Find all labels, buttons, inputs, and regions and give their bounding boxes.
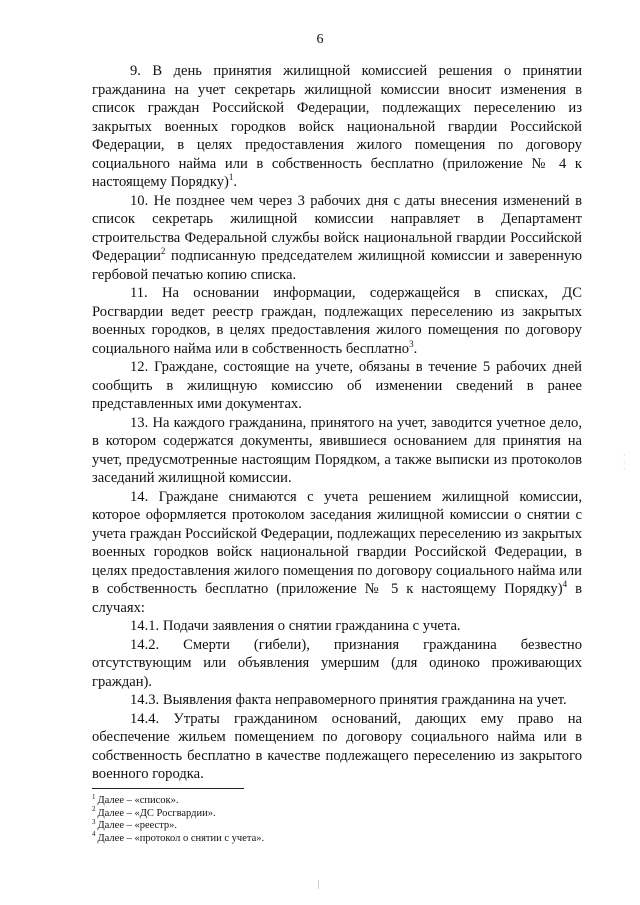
footnote-2: $^2$ Далее – «ДС Росгвардии». bbox=[92, 805, 216, 819]
scan-artifact-mark bbox=[318, 880, 319, 889]
scan-artifact-dots: · · · bbox=[623, 451, 626, 474]
paragraph-14-4: 14.4. Утраты гражданином оснований, дающих ему право на обеспечение жильем помещением по договору социального найма или в собственность бесплатно в качестве подлежащего переселению из закрытого военного городка. bbox=[92, 710, 582, 782]
paragraph-11: 11. На основании информации, содержащейся в списках, ДС Росгвардии ведет реестр граждан, подлежащих переселению из закрытых военных городков, в целях предоставления жилого помещения по договору социального найма или в собственность бесплатно$^3$. bbox=[92, 285, 582, 357]
paragraph-9: 9. В день принятия жилищной комиссией решения о принятии гражданина на учет секретарь жилищной комиссии вносит изменения в список граждан Российской Федерации, подлежащих переселению из закрытых военных городков войск национальной гвардии Российской Федерации, в целях предоставления жилого помещения по договору социального найма или в собственность бесплатно (приложение № 4 к настоящему Порядку)$^1$. bbox=[92, 63, 582, 190]
footnote-ref: 2 bbox=[160, 246, 166, 257]
paragraph-14-3: 14.3. Выявления факта неправомерного принятия гражданина на учет. bbox=[130, 692, 567, 708]
footnote-ref: 4 bbox=[562, 579, 568, 590]
paragraph-14-1: 14.1. Подачи заявления о снятии гражданина с учета. bbox=[130, 618, 461, 634]
paragraph-10: 10. Не позднее чем через 3 рабочих дня с даты внесения изменений в список секретарь жилищной комиссии направляет в Департамент строительства Федеральной службы войск национальной гвардии Российской Федерации$^2$ подписанную председателем жилищной комиссии и заверенную гербовой печатью копию списка. bbox=[92, 192, 582, 283]
footnote-ref: 1 bbox=[228, 172, 234, 183]
footnote-4: $^4$ Далее – «протокол о снятии с учета». bbox=[92, 830, 265, 844]
paragraph-14: 14. Граждане снимаются с учета решением жилищной комиссии, которое оформляется протоколом заседания жилищной комиссии о снятии с учета граждан Российской Федерации, подлежащих переселению из закрытых военных городков войск национальной гвардии Российской Федерации, в целях предоставления жилого помещения по договору социального найма или в собственность бесплатно (приложение № 5 к настоящему Порядку)$^4$ в случаях: bbox=[92, 488, 582, 616]
page-number: 6 bbox=[316, 32, 324, 47]
footnote-1: $^1$ Далее – «список». bbox=[92, 792, 179, 806]
footnote-ref: 3 bbox=[409, 338, 414, 349]
paragraph-14-2: 14.2. Смерти (гибели), признания гражданина безвестно отсутствующим или объявления умершим (для одиноко проживающих граждан). bbox=[92, 636, 582, 690]
paragraph-12: 12. Граждане, состоящие на учете, обязаны в течение 5 рабочих дней сообщить в жилищную комиссию об изменении сведений в ранее представленных ими документах. bbox=[92, 359, 582, 412]
footnote-3: $^3$ Далее – «реестр». bbox=[92, 817, 178, 831]
document-body bbox=[92, 62, 582, 784]
footnote-divider bbox=[92, 788, 244, 789]
footnotes bbox=[92, 792, 582, 845]
paragraph-13: 13. На каждого гражданина, принятого на учет, заводится учетное дело, в котором содержатся документы, явившиеся основанием для принятия на учет, предусмотренные настоящим Порядком, а также выписки из протоколов заседаний жилищной комиссии. bbox=[92, 414, 582, 486]
